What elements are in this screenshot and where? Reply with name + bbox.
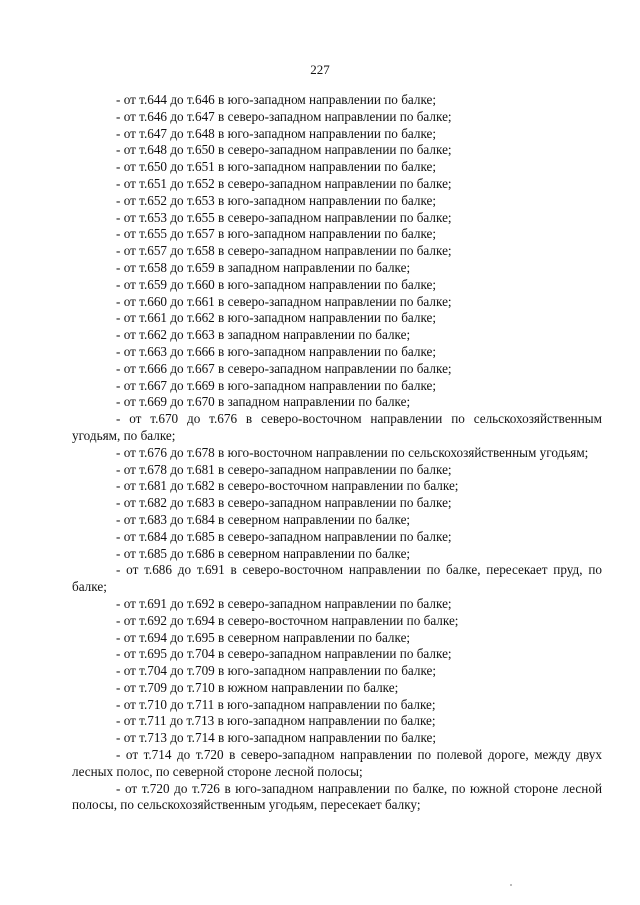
- list-item: - от т.704 до т.709 в юго-западном направлении по балке;: [116, 663, 437, 679]
- list-item: - от т.652 до т.653 в юго-западном направлении по балке;: [116, 192, 437, 208]
- list-item: - от т.683 до т.684 в северном направлении по балке;: [116, 511, 411, 527]
- list-item: - от т.720 до т.726 в юго-западном направлении по балке, по южной стороне лесной полосы, по сельскохозяйственным угодьям, пересекает балку;: [72, 780, 602, 813]
- list-item: - от т.714 до т.720 в северо-западном направлении по полевой дороге, между двух лесных полос, по северной стороне лесной полосы;: [72, 747, 602, 779]
- list-item: - от т.711 до т.713 в юго-западном направлении по балке;: [116, 713, 436, 729]
- list-item: - от т.650 до т.651 в юго-западном направлении по балке;: [116, 159, 437, 175]
- list-item: - от т.676 до т.678 в юго-восточном направлении по сельскохозяйственным угодьям;: [116, 444, 589, 460]
- list-item: - от т.691 до т.692 в северо-западном направлении по балке;: [116, 595, 452, 611]
- list-item: - от т.684 до т.685 в северо-западном направлении по балке;: [116, 528, 452, 544]
- list-item: - от т.661 до т.662 в юго-западном направлении по балке;: [116, 310, 437, 326]
- list-item: - от т.692 до т.694 в северо-восточном направлении по балке;: [116, 612, 459, 628]
- list-item: - от т.648 до т.650 в северо-западном направлении по балке;: [116, 142, 452, 158]
- list-item: - от т.670 до т.676 в северо-восточном направлении по сельскохозяйственным угодьям, по балке;: [72, 411, 602, 443]
- list-item: - от т.657 до т.658 в северо-западном направлении по балке;: [116, 243, 452, 259]
- list-item: - от т.694 до т.695 в северном направлении по балке;: [116, 629, 411, 645]
- list-item: - от т.681 до т.682 в северо-восточном направлении по балке;: [116, 478, 459, 494]
- list-item: - от т.662 до т.663 в западном направлении по балке;: [116, 327, 411, 343]
- list-item: - от т.669 до т.670 в западном направлении по балке;: [116, 394, 411, 410]
- list-item: - от т.666 до т.667 в северо-западном направлении по балке;: [116, 360, 452, 376]
- scan-speck: [510, 884, 512, 886]
- list-item: - от т.682 до т.683 в северо-западном направлении по балке;: [116, 495, 452, 511]
- page-number: 227: [310, 62, 330, 77]
- list-item: - от т.710 до т.711 в юго-западном направлении по балке;: [116, 696, 436, 712]
- list-item: - от т.667 до т.669 в юго-западном направлении по балке;: [116, 377, 437, 393]
- document-body: [72, 92, 602, 814]
- list-item: - от т.653 до т.655 в северо-западном направлении по балке;: [116, 209, 452, 225]
- list-item: - от т.685 до т.686 в северном направлении по балке;: [116, 545, 411, 561]
- list-item: - от т.663 до т.666 в юго-западном направлении по балке;: [116, 343, 437, 359]
- list-item: - от т.655 до т.657 в юго-западном направлении по балке;: [116, 226, 437, 242]
- list-item: - от т.686 до т.691 в северо-восточном направлении по балке, пересекает пруд, по балке;: [72, 562, 602, 595]
- list-item: - от т.709 до т.710 в южном направлении по балке;: [116, 679, 399, 695]
- list-item: - от т.658 до т.659 в западном направлении по балке;: [116, 259, 411, 275]
- list-item: - от т.660 до т.661 в северо-западном направлении по балке;: [116, 293, 452, 309]
- list-item: - от т.651 до т.652 в северо-западном направлении по балке;: [116, 175, 452, 191]
- list-item: - от т.678 до т.681 в северо-западном направлении по балке;: [116, 461, 452, 477]
- list-item: - от т.713 до т.714 в юго-западном направлении по балке;: [116, 730, 437, 746]
- list-item: - от т.647 до т.648 в юго-западном направлении по балке;: [116, 125, 437, 141]
- list-item: - от т.695 до т.704 в северо-западном направлении по балке;: [116, 646, 452, 662]
- list-item: - от т.659 до т.660 в юго-западном направлении по балке;: [116, 276, 437, 292]
- list-item: - от т.644 до т.646 в юго-западном направлении по балке;: [116, 92, 437, 107]
- list-item: - от т.646 до т.647 в северо-западном направлении по балке;: [116, 108, 452, 124]
